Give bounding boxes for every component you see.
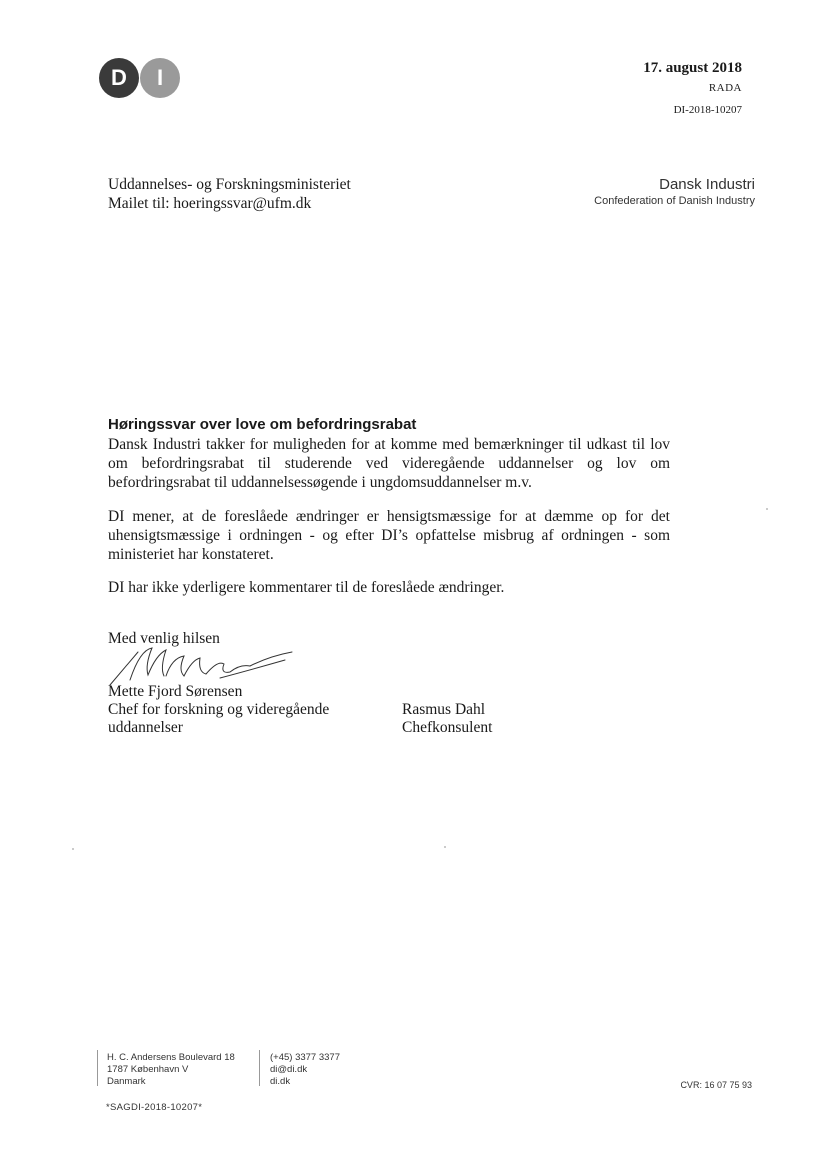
footer-address [107,1052,235,1088]
signer-2 [402,701,492,737]
footer-website: di.dk [270,1076,291,1087]
barcode-reference: *SAGDI-2018-10207* [106,1102,203,1113]
recipient-block [108,175,351,213]
recipient-email: Mailet til: hoeringssvar@ufm.dk [108,195,312,212]
footer-contact [270,1052,340,1088]
logo-d-circle: D [99,58,139,98]
paragraph-1: Dansk Industri takker for muligheden for at komme med bemærkninger til udkast til lov om befordringsrabat til studerende ved videregående uddannelser og lov om befordringsrabat til uddannelsessøgende i ungdomsuddannelser m.v. [108,436,670,491]
footer-email: di@di.dk [270,1064,308,1075]
letter-date: 17. august 2018 [643,60,742,76]
paragraph-3: DI har ikke yderligere kommentarer til de foreslåede ændringer. [108,579,505,596]
recipient-name: Uddannelses- og Forskningsministeriet [108,176,351,193]
footer-country: Danmark [107,1076,146,1087]
handwritten-signature [100,630,300,690]
letter-heading: Høringssvar over love om befordringsrabat [108,416,417,433]
signer-1 [108,683,329,737]
author-initials: RADA [708,82,742,94]
signer-1-title: Chef for forskning og videregående [108,701,330,718]
scan-speck [766,508,768,510]
footer-divider [97,1050,98,1086]
organization-name: Dansk Industri [659,176,755,193]
signer-1-name: Mette Fjord Sørensen [108,683,243,700]
document-reference: DI-2018-10207 [673,104,742,116]
scan-speck [72,848,74,850]
paragraph-2: DI mener, at de foreslåede ændringer er hensigtsmæssige for at dæmme op for det uhensigtsmæssige i ordningen - og efter DI’s opfattelse misbrug af ordningen - som ministeriet har konstateret. [108,508,670,563]
signer-2-title: Chefkonsulent [402,719,493,736]
footer-city: 1787 København V [107,1064,189,1075]
logo-i-circle: I [140,58,180,98]
organization-block [594,176,755,207]
footer-phone: (+45) 3377 3377 [270,1052,340,1063]
organization-subtitle: Confederation of Danish Industry [594,195,755,207]
footer-cvr: CVR: 16 07 75 93 [680,1080,752,1090]
closing-greeting: Med venlig hilsen [108,630,220,647]
di-logo [99,58,183,100]
footer-divider [259,1050,260,1086]
footer-street: H. C. Andersens Boulevard 18 [107,1052,235,1063]
scan-speck [444,846,446,848]
signer-2-name: Rasmus Dahl [402,701,486,718]
signer-1-title-cont: uddannelser [108,719,183,736]
